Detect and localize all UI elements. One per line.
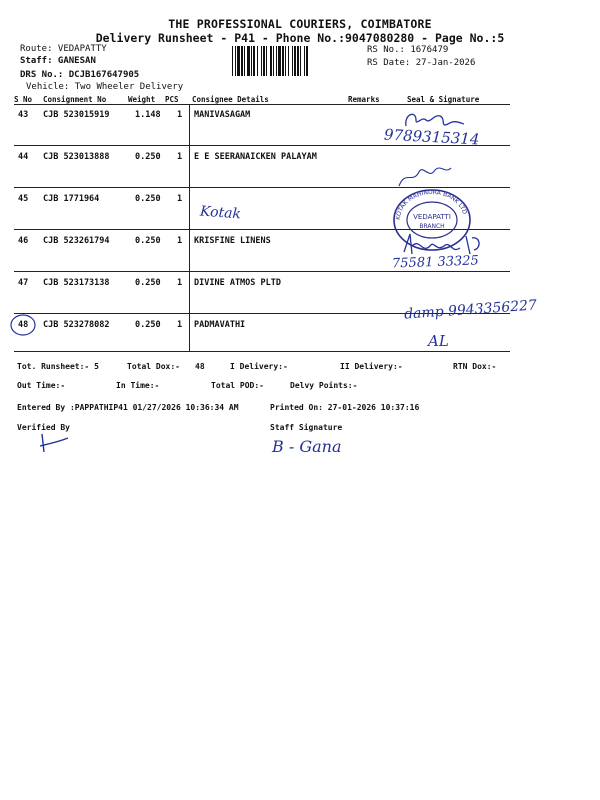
cell-consignment: CJB 1771964 [43, 194, 100, 204]
barcode-bar [292, 46, 293, 76]
barcode-bar [241, 46, 243, 76]
cell-pcs: 1 [177, 278, 183, 288]
staff-signature-label: Staff Signature [270, 423, 343, 432]
staff: Staff: GANESAN [20, 56, 96, 66]
stamp-inner-2: BRANCH [419, 223, 445, 230]
cell-sno: 45 [18, 194, 29, 204]
cell-sno: 44 [18, 152, 29, 162]
rs-number: RS No.: 1676479 [367, 45, 449, 55]
runsheet-title: Delivery Runsheet - P41 - Phone No.:9047080280 - Page No.:5 [95, 31, 505, 45]
barcode-bar [278, 46, 281, 76]
barcode-bar [263, 46, 265, 76]
verified-signature [34, 430, 74, 456]
cell-consignment: CJB 523261794 [43, 236, 110, 246]
route: Route: VEDAPATTY [20, 44, 107, 54]
handwritten-phone-46: 75581 33325 [391, 253, 480, 272]
barcode-bar [232, 46, 233, 76]
cell-pcs: 1 [177, 152, 183, 162]
cell-weight: 0.250 [135, 194, 161, 204]
barcode-bar [251, 46, 252, 76]
cell-consignee: E E SEERANAICKEN PALAYAM [194, 152, 317, 162]
col-weight: Weight [128, 95, 156, 104]
col-pcs: PCS [165, 95, 179, 104]
cell-pcs: 1 [177, 194, 183, 204]
barcode-bar [285, 46, 286, 76]
barcode-bar [247, 46, 250, 76]
col-sno: S No [14, 95, 33, 104]
total-runsheet: Tot. Runsheet:- 5 [17, 362, 99, 371]
cell-sno: 46 [18, 236, 29, 246]
cell-pcs: 1 [177, 320, 183, 330]
cell-consignment: CJB 523173138 [43, 278, 110, 288]
cell-consignment: CJB 523278082 [43, 320, 110, 330]
col-seal: Seal & Signature [407, 95, 480, 104]
cell-weight: 0.250 [135, 320, 161, 330]
barcode-bar [273, 46, 274, 76]
vehicle: Vehicle: Two Wheeler Delivery [26, 82, 184, 92]
circle-mark [8, 312, 38, 338]
cell-consignment: CJB 523013888 [43, 152, 110, 162]
total-dox-label: Total Dox:- [127, 362, 180, 371]
barcode-bar [294, 46, 296, 76]
handwritten-phone-43: 9789315314 [383, 125, 480, 149]
row-rule [14, 271, 510, 272]
handwritten-kotak: Kotak [199, 203, 242, 223]
col-consignment: Consignment No [43, 95, 107, 104]
entered-by: Entered By :PAPPATHIP41 01/27/2026 10:36:34 AM [17, 403, 239, 412]
barcode-bar [266, 46, 267, 76]
stamp-inner-1: VEDAPATTI [413, 213, 451, 221]
cell-consignment: CJB 523015919 [43, 110, 110, 120]
printed-on: Printed On: 27-01-2026 10:37:16 [270, 403, 420, 412]
cell-consignee: KRISFINE LINENS [194, 236, 271, 246]
handwritten-name-48: damp 9943356227 [403, 297, 538, 323]
total-pod: Total POD:- [211, 381, 264, 390]
barcode-bar [306, 46, 308, 76]
verified-by-label: Verified By [17, 423, 70, 432]
drs-number: DRS No.: DCJB167647905 [20, 70, 140, 80]
cell-sno: 48 [18, 320, 29, 330]
stamp-outer-text: KOTAK MAHINDRA BANK LTD [394, 188, 469, 221]
cell-consignee: DIVINE ATMOS PLTD [194, 278, 281, 288]
cell-weight: 1.148 [135, 110, 161, 120]
barcode-bar [257, 46, 258, 76]
table-bottom-rule [14, 351, 510, 352]
barcode-bar [282, 46, 284, 76]
delvy-points: Delvy Points:- [290, 381, 358, 390]
col-remarks: Remarks [348, 95, 380, 104]
barcode-bar [297, 46, 299, 76]
barcode [232, 46, 363, 76]
cell-weight: 0.250 [135, 278, 161, 288]
out-time: Out Time:- [17, 381, 66, 390]
stamp-scribble [395, 162, 455, 192]
rs-date: RS Date: 27-Jan-2026 [367, 58, 476, 68]
barcode-bar [304, 46, 305, 76]
cell-sno: 47 [18, 278, 29, 288]
barcode-bar [261, 46, 262, 76]
barcode-bar [253, 46, 255, 76]
in-time: In Time:- [116, 381, 160, 390]
cell-weight: 0.250 [135, 152, 161, 162]
ii-delivery: II Delivery:- [340, 362, 403, 371]
company-name: THE PROFESSIONAL COURIERS, COIMBATORE [168, 17, 432, 31]
barcode-bar [270, 46, 272, 76]
barcode-bar [235, 46, 236, 76]
barcode-bar [288, 46, 289, 76]
cell-sno: 43 [18, 110, 29, 120]
cell-weight: 0.250 [135, 236, 161, 246]
handwritten-initials-48: AL [428, 332, 449, 350]
total-dox-value: 48 [195, 362, 205, 371]
col-consignee: Consignee Details [192, 95, 269, 104]
cell-consignee: MANIVASAGAM [194, 110, 251, 120]
barcode-bar [276, 46, 277, 76]
header-rule [14, 104, 510, 105]
barcode-bar [244, 46, 245, 76]
i-delivery: I Delivery:- [230, 362, 288, 371]
cell-pcs: 1 [177, 236, 183, 246]
cell-pcs: 1 [177, 110, 183, 120]
barcode-bar [237, 46, 240, 76]
barcode-bar [300, 46, 301, 76]
staff-signature: B - Gana [272, 437, 342, 456]
cell-consignee: PADMAVATHI [194, 320, 246, 330]
rtn-dox: RTN Dox:- [453, 362, 497, 371]
